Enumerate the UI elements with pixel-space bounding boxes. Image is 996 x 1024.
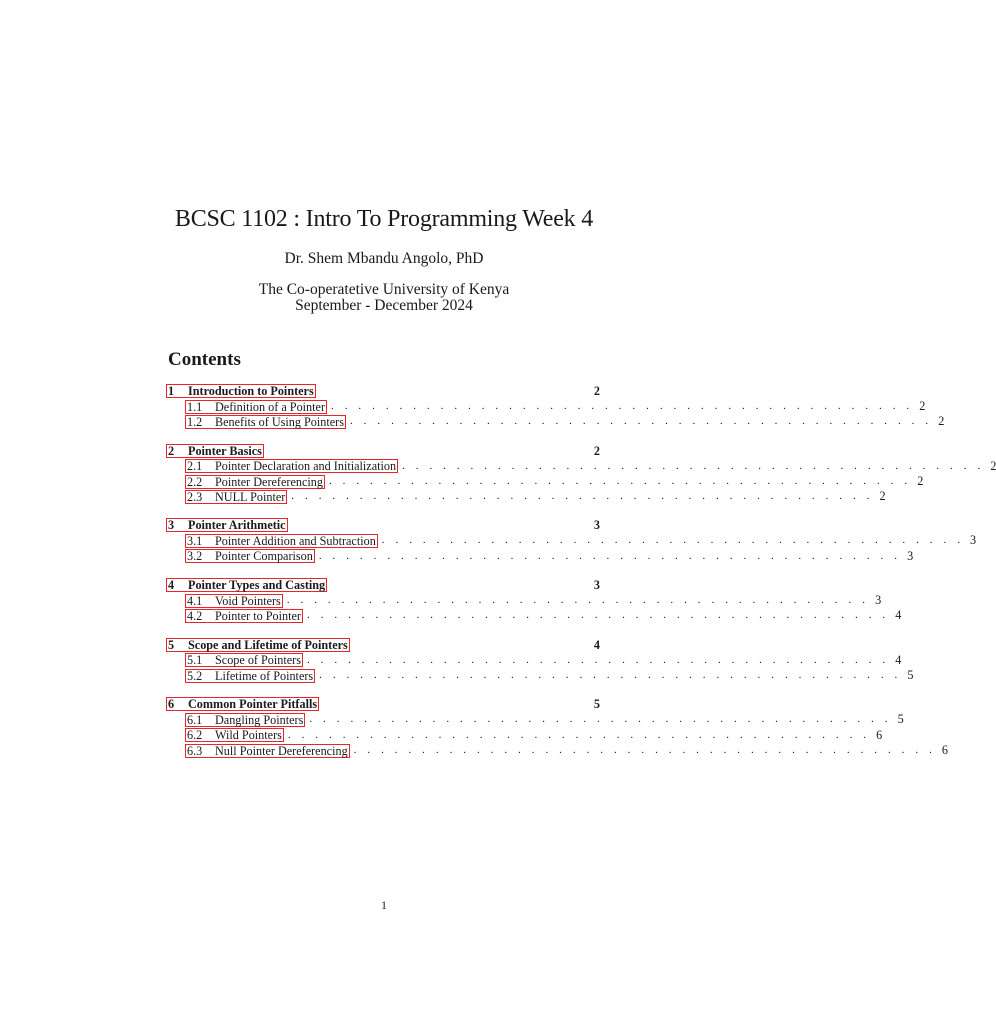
toc-leader-dots: . . . . . . . . . . . . . . . . . . . . . . . . . . . . . . . . . . . . . . . . . . . (318, 549, 902, 562)
toc-leader-dots: . . . . . . . . . . . . . . . . . . . . . . . . . . . . . . . . . . . . . . . . . . . (402, 459, 985, 472)
toc-leader-dots: . . . . . . . . . . . . . . . . . . . . . . . . . . . . . . . . . . . . . . . . . . . (307, 609, 890, 622)
toc-subsection-title: Null Pointer Dereferencing (215, 743, 348, 758)
toc-subsection-link[interactable] (185, 713, 305, 727)
toc-subsection-number: 1.2 (187, 414, 203, 429)
toc-section-link[interactable] (166, 638, 350, 652)
toc-section-page: 3 (593, 578, 600, 593)
document-title: BCSC 1102 : Intro To Programming Week 4 (174, 206, 594, 232)
toc-subsection-link[interactable] (185, 653, 303, 667)
toc-subsection-link[interactable] (185, 594, 283, 608)
toc-subsection-row (166, 608, 902, 624)
toc-leader-dots: . . . . . . . . . . . . . . . . . . . . . . . . . . . . . . . . . . . . . . . . . . . (381, 534, 965, 547)
toc-section-1 (166, 383, 945, 430)
toc-subsection-page: 4 (895, 608, 902, 623)
toc-subsection-link[interactable] (185, 415, 346, 429)
toc-subsection-row (166, 727, 883, 743)
toc-subsection-row (166, 667, 914, 683)
toc-section-title: Pointer Types and Casting (188, 578, 326, 593)
toc-subsection-page: 3 (907, 548, 914, 563)
toc-leader-dots: . . . . . . . . . . . . . . . . . . . . . . . . . . . . . . . . . . . . . . . . . . . (353, 743, 936, 756)
toc-leader-dots: . . . . . . . . . . . . . . . . . . . . . . . . . . . . . . . . . . . . . . . . . . . (319, 668, 902, 681)
toc-subsection-title: Pointer Addition and Subtraction (215, 534, 376, 549)
toc-subsection-number: 6.1 (187, 712, 203, 727)
toc-section-row (166, 577, 600, 593)
toc-section-row (166, 383, 600, 399)
toc-section-4 (166, 577, 902, 624)
toc-subsection-number: 6.3 (187, 743, 203, 758)
document-affiliation: The Co-operatetive University of Kenya (258, 281, 510, 298)
toc-section-6 (166, 696, 949, 758)
toc-section-link[interactable] (166, 518, 288, 532)
toc-subsection-number: 4.1 (187, 593, 203, 608)
toc-section-page: 5 (593, 697, 600, 712)
toc-subsection-page: 2 (879, 489, 886, 504)
toc-leader-dots: . . . . . . . . . . . . . . . . . . . . . . . . . . . . . . . . . . . . . . . . . . . (349, 415, 933, 428)
toc-subsection-row (166, 399, 926, 414)
toc-subsection-number: 2.2 (187, 474, 203, 489)
toc-subsection-number: 2.1 (187, 459, 203, 474)
toc-subsection-title: Lifetime of Pointers (215, 668, 314, 683)
toc-section-5 (166, 637, 914, 684)
toc-section-page: 4 (593, 637, 600, 652)
toc-subsection-number: 3.2 (187, 549, 203, 564)
toc-subsection-row (166, 489, 886, 504)
toc-subsection-link[interactable] (185, 400, 327, 414)
toc-section-row (166, 443, 600, 459)
toc-section-row (166, 696, 600, 712)
document-affiliation-block (0, 282, 768, 314)
toc-subsection-link[interactable] (185, 549, 315, 563)
toc-leader-dots: . . . . . . . . . . . . . . . . . . . . . . . . . . . . . . . . . . . . . . . . . . . (291, 490, 874, 503)
toc-section-title: Common Pointer Pitfalls (188, 697, 318, 712)
toc-subsection-title: Pointer Declaration and Initialization (215, 459, 397, 474)
toc-subsection-title: Pointer to Pointer (215, 609, 301, 624)
toc-section-number: 6 (168, 697, 175, 712)
toc-leader-dots: . . . . . . . . . . . . . . . . . . . . . . . . . . . . . . . . . . . . . . . . . . . (286, 594, 870, 607)
toc-subsection-page: 5 (897, 712, 904, 727)
toc-subsection-link[interactable] (185, 744, 350, 758)
toc-subsection-row (166, 533, 977, 549)
toc-leader-dots: . . . . . . . . . . . . . . . . . . . . . . . . . . . . . . . . . . . . . . . . . . . (287, 728, 871, 741)
toc-subsection-link[interactable] (185, 475, 325, 489)
toc-subsection-link[interactable] (185, 609, 303, 623)
toc-subsection-number: 4.2 (187, 609, 203, 624)
table-of-contents (166, 383, 996, 771)
toc-section-title: Scope and Lifetime of Pointers (188, 637, 348, 652)
toc-subsection-page: 6 (941, 742, 949, 757)
toc-subsection-row (166, 712, 904, 727)
toc-subsection-title: Void Pointers (215, 593, 281, 608)
toc-leader-dots: . . . . . . . . . . . . . . . . . . . . . . . . . . . . . . . . . . . . . . . . . . . (328, 474, 912, 487)
toc-subsection-title: NULL Pointer (215, 489, 286, 504)
toc-subsection-row (166, 414, 945, 429)
toc-leader-dots: . . . . . . . . . . . . . . . . . . . . . . . . . . . . . . . . . . . . . . . . . . . (331, 400, 914, 412)
toc-subsection-link[interactable] (185, 490, 287, 504)
toc-subsection-number: 2.3 (187, 489, 203, 504)
toc-subsection-page: 2 (917, 473, 924, 488)
toc-subsection-link[interactable] (185, 534, 378, 548)
contents-heading: Contents (168, 349, 241, 370)
toc-subsection-title: Benefits of Using Pointers (215, 414, 344, 429)
toc-section-number: 1 (168, 384, 175, 398)
toc-section-page: 2 (593, 443, 600, 458)
toc-subsection-link[interactable] (185, 669, 315, 683)
toc-subsection-page: 3 (970, 533, 977, 548)
toc-section-page: 3 (593, 518, 600, 533)
toc-section-number: 4 (168, 578, 175, 593)
toc-subsection-page: 6 (876, 727, 883, 742)
toc-subsection-number: 6.2 (187, 728, 203, 743)
toc-subsection-link[interactable] (185, 459, 398, 473)
toc-subsection-page: 2 (919, 399, 926, 413)
toc-leader-dots: . . . . . . . . . . . . . . . . . . . . . . . . . . . . . . . . . . . . . . . . . . . (309, 713, 892, 726)
toc-subsection-number: 5.1 (187, 653, 203, 668)
toc-section-link[interactable] (166, 444, 264, 458)
toc-section-title: Introduction to Pointers (188, 384, 314, 398)
toc-subsection-row (166, 593, 882, 608)
toc-subsection-title: Definition of a Pointer (215, 399, 326, 414)
toc-subsection-link[interactable] (185, 728, 284, 742)
toc-section-number: 2 (168, 443, 175, 458)
toc-subsection-row (166, 473, 924, 489)
page-number: 1 (381, 898, 387, 912)
toc-leader-dots: . . . . . . . . . . . . . . . . . . . . . . . . . . . . . . . . . . . . . . . . . . . (306, 653, 890, 666)
toc-section-row (166, 517, 600, 533)
toc-subsection-page: 5 (907, 667, 914, 682)
toc-subsection-title: Scope of Pointers (215, 653, 301, 668)
toc-section-number: 5 (168, 637, 175, 652)
toc-subsection-title: Dangling Pointers (215, 712, 304, 727)
toc-section-title: Pointer Arithmetic (188, 518, 286, 533)
toc-subsection-page: 2 (938, 414, 945, 429)
toc-subsection-title: Wild Pointers (215, 728, 282, 743)
toc-subsection-row (166, 548, 914, 564)
toc-subsection-number: 5.2 (187, 668, 203, 683)
toc-subsection-title: Pointer Dereferencing (215, 474, 323, 489)
toc-section-number: 3 (168, 518, 175, 533)
toc-subsection-number: 3.1 (187, 534, 203, 549)
toc-section-title: Pointer Basics (188, 443, 262, 458)
toc-section-link[interactable] (166, 578, 327, 592)
toc-subsection-row (166, 458, 996, 474)
toc-subsection-number: 1.1 (187, 399, 203, 414)
toc-section-2 (166, 443, 996, 505)
toc-subsection-page: 3 (875, 593, 882, 608)
toc-section-page: 2 (593, 384, 600, 398)
toc-section-link[interactable] (166, 384, 316, 398)
document-author: Dr. Shem Mbandu Angolo, PhD (284, 250, 484, 267)
toc-subsection-title: Pointer Comparison (215, 549, 313, 564)
toc-subsection-row (166, 742, 949, 758)
toc-section-link[interactable] (166, 697, 319, 711)
toc-section-3 (166, 517, 977, 564)
toc-subsection-page: 2 (990, 458, 996, 473)
document-date: September - December 2024 (295, 297, 473, 314)
toc-subsection-page: 4 (895, 652, 902, 667)
toc-subsection-row (166, 652, 902, 668)
toc-section-row (166, 637, 600, 653)
